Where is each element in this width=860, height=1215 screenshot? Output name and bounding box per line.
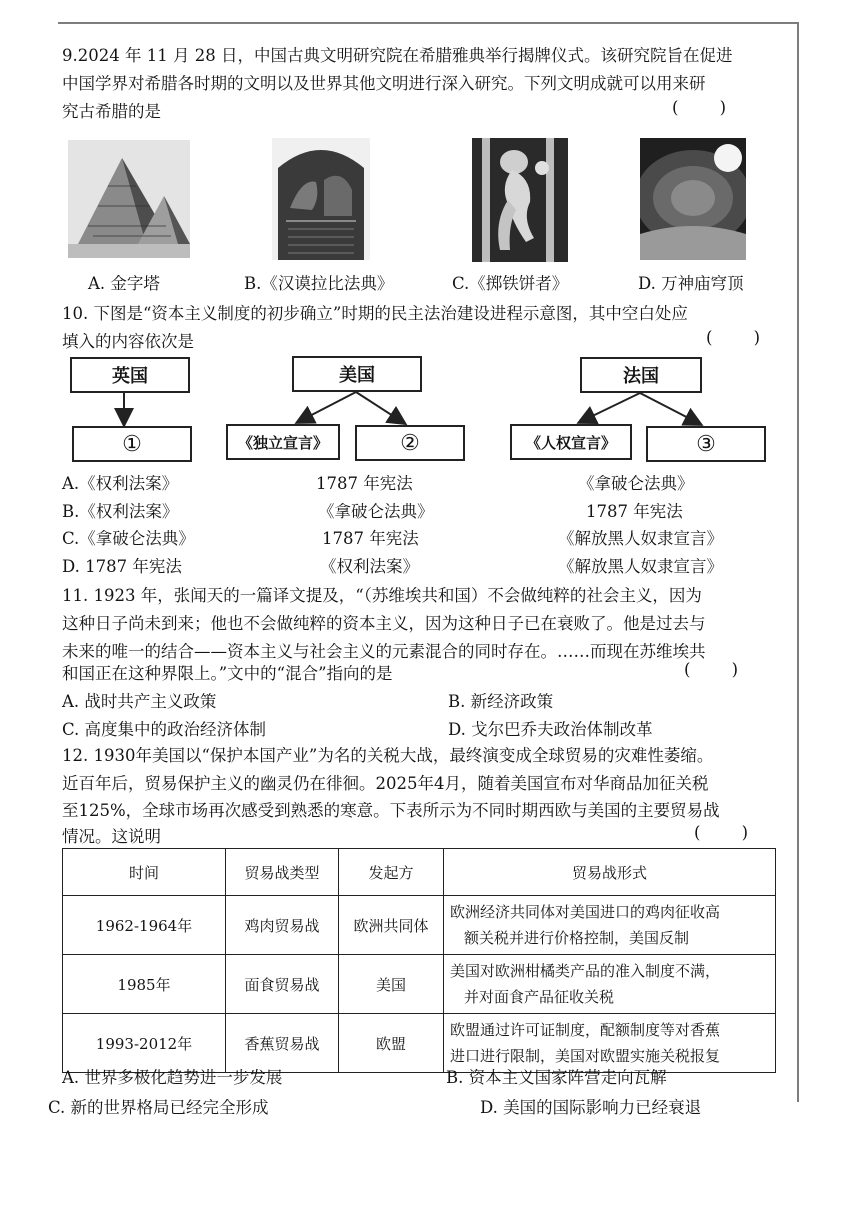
q9-option-c: C.《掷铁饼者》 xyxy=(452,274,569,293)
cell-type: 面食贸易战 xyxy=(226,955,339,1014)
q12-stem-line-3: 至125%，全球市场再次感受到熟悉的寒意。下表所示为不同时期西欧与美国的主要贸易战 xyxy=(62,801,720,820)
q9-option-b: B.《汉谟拉比法典》 xyxy=(244,274,394,293)
box-rights-declaration: 《人权宣言》 xyxy=(510,424,632,460)
q10-option-b-col3: 1787 年宪法 xyxy=(586,502,683,521)
q10-option-d-col2: 《权利法案》 xyxy=(320,557,419,576)
cell-form-line-2: 额关税并进行价格控制，美国反制 xyxy=(464,929,690,947)
q10-answer-bracket: ( ) xyxy=(706,328,779,347)
q10-option-a-col1: A.《权利法案》 xyxy=(62,474,179,493)
table-header-row xyxy=(63,849,776,896)
q10-option-d-col1: D. 1787 年宪法 xyxy=(62,557,182,576)
q9-answer-bracket: ( ) xyxy=(672,98,745,117)
q10-option-d-col3: 《解放黑人奴隶宣言》 xyxy=(558,557,723,576)
q10-option-c-col3: 《解放黑人奴隶宣言》 xyxy=(558,529,723,548)
cell-initiator: 欧洲共同体 xyxy=(339,896,444,955)
header-form: 贸易战形式 xyxy=(444,849,776,896)
blank-2-marker: ② xyxy=(400,430,420,456)
cell-time: 1993-2012年 xyxy=(63,1014,226,1073)
q11-answer-bracket: ( ) xyxy=(684,660,757,679)
q11-option-d: D. 戈尔巴乔夫政治体制改革 xyxy=(448,720,653,739)
diagram-arrows xyxy=(0,0,860,480)
cell-form-line-2: 进口进行限制，美国对欧盟实施关税报复 xyxy=(450,1047,721,1065)
cell-form xyxy=(444,896,776,955)
q10-stem-line-1: 10. 下图是“资本主义制度的初步确立”时期的民主法治建设进程示意图，其中空白处应 xyxy=(62,304,688,323)
q10-option-a-col2: 1787 年宪法 xyxy=(316,474,413,493)
q12-stem-line-2: 近百年后，贸易保护主义的幽灵仍在徘徊。2025年4月，随着美国宣布对华商品加征关税 xyxy=(62,774,709,793)
cell-type: 香蕉贸易战 xyxy=(226,1014,339,1073)
cell-time: 1962-1964年 xyxy=(63,896,226,955)
q11-stem-line-2: 这种日子尚未到来；他也不会做纯粹的资本主义，因为这种日子已在衰败了。他是过去与 xyxy=(62,614,706,633)
q10-option-a-col3: 《拿破仑法典》 xyxy=(578,474,694,493)
q9-stem-line-1: 9.2024 年 11 月 28 日，中国古典文明研究院在希腊雅典举行揭牌仪式。该研究院旨在促进 xyxy=(62,46,733,65)
cell-form-line-1: 欧盟通过许可证制度，配额制度等对香蕉 xyxy=(450,1020,721,1039)
q11-stem-line-1: 11. 1923 年，张闻天的一篇译文提及，“（苏维埃共和国）不会做纯粹的社会主义，因为 xyxy=(62,586,702,605)
q12-option-c: C. 新的世界格局已经完全形成 xyxy=(48,1098,269,1117)
q11-option-b: B. 新经济政策 xyxy=(448,692,554,711)
q10-option-b-col1: B.《权利法案》 xyxy=(62,502,179,521)
cell-form-line-1: 欧洲经济共同体对美国进口的鸡肉征收高 xyxy=(450,902,721,921)
q11-option-c: C. 高度集中的政治经济体制 xyxy=(62,720,267,739)
cell-type: 鸡肉贸易战 xyxy=(226,896,339,955)
q12-option-d: D. 美国的国际影响力已经衰退 xyxy=(480,1098,702,1117)
table-row xyxy=(63,896,776,955)
q12-stem-line-1: 12. 1930年美国以“保护本国产业”为名的关税大战，最终演变成全球贸易的灾难性萎缩。 xyxy=(62,746,714,765)
q10-stem-line-2: 填入的内容依次是 xyxy=(62,332,194,351)
q10-option-c-col1: C.《拿破仑法典》 xyxy=(62,529,195,548)
cell-time: 1985年 xyxy=(63,955,226,1014)
blank-1-marker: ① xyxy=(122,431,142,457)
q10-option-b-col2: 《拿破仑法典》 xyxy=(318,502,434,521)
q12-option-a: A. 世界多极化趋势进一步发展 xyxy=(62,1068,283,1087)
header-time: 时间 xyxy=(63,849,226,896)
header-initiator: 发起方 xyxy=(339,849,444,896)
box-usa: 美国 xyxy=(292,356,422,392)
q9-option-d: D. 万神庙穹顶 xyxy=(638,274,744,293)
q9-option-a: A. 金字塔 xyxy=(88,274,160,293)
table-row xyxy=(63,955,776,1014)
q9-stem-line-2: 中国学界对希腊各时期的文明以及世界其他文明进行深入研究。下列文明成就可以用来研 xyxy=(62,74,706,93)
blank-3-marker: ③ xyxy=(696,431,716,457)
q12-stem-line-4: 情况。这说明 xyxy=(62,827,161,846)
box-independence-declaration: 《独立宣言》 xyxy=(226,424,340,460)
q9-stem-line-3: 究古希腊的是 xyxy=(62,102,161,121)
box-france: 法国 xyxy=(580,357,702,393)
q11-option-a: A. 战时共产主义政策 xyxy=(62,692,217,711)
cell-initiator: 欧盟 xyxy=(339,1014,444,1073)
header-type: 贸易战类型 xyxy=(226,849,339,896)
trade-war-table xyxy=(62,848,776,1073)
q12-answer-bracket: ( ) xyxy=(694,823,767,842)
cell-form xyxy=(444,955,776,1014)
cell-form-line-2: 并对面食产品征收关税 xyxy=(464,988,615,1006)
cell-initiator: 美国 xyxy=(339,955,444,1014)
box-britain: 英国 xyxy=(70,357,190,393)
cell-form-line-1: 美国对欧洲柑橘类产品的准入制度不满， xyxy=(450,961,721,980)
q12-option-b: B. 资本主义国家阵营走向瓦解 xyxy=(446,1068,667,1087)
q11-stem-line-3: 未来的唯一的结合——资本主义与社会主义的元素混合的同时存在。……而现在苏维埃共 xyxy=(62,642,706,661)
q11-stem-line-4: 和国正在这种界限上。”文中的“混合”指向的是 xyxy=(62,664,393,683)
q10-option-c-col2: 1787 年宪法 xyxy=(322,529,419,548)
